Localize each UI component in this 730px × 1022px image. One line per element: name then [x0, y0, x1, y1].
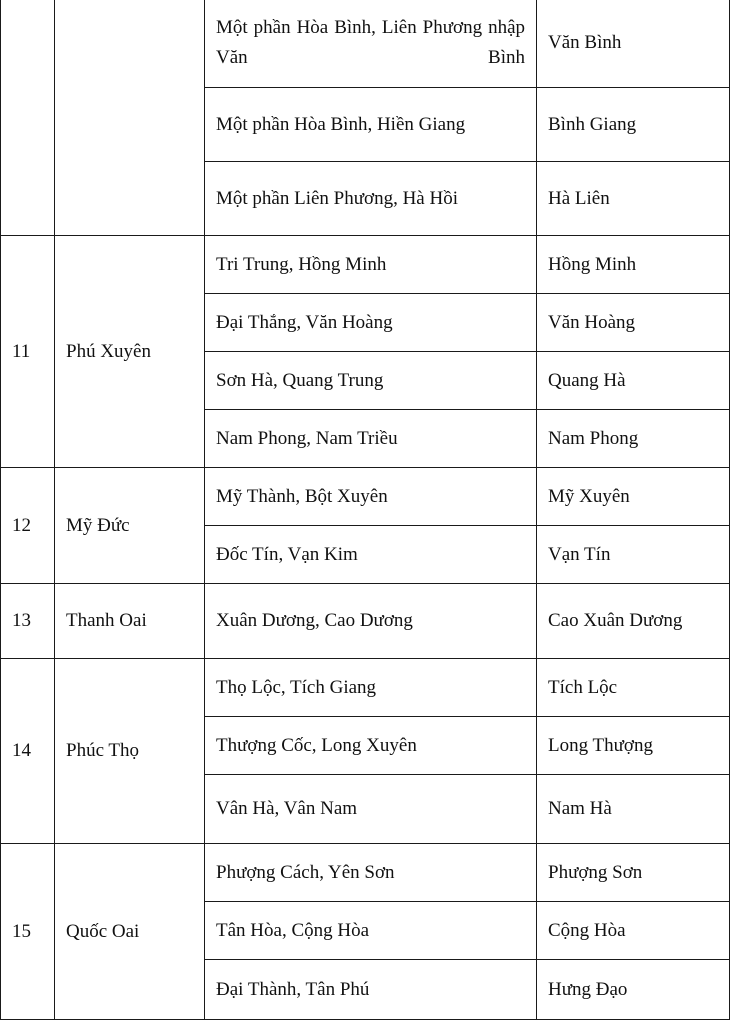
stt-cell: [1, 0, 55, 236]
new-commune-cell: Bình Giang: [537, 88, 730, 162]
new-commune-cell: Cộng Hòa: [537, 902, 730, 960]
merged-communes-cell: Thượng Cốc, Long Xuyên: [205, 717, 537, 775]
district-cell: Thanh Oai: [55, 584, 205, 659]
merged-communes-cell: Thọ Lộc, Tích Giang: [205, 659, 537, 717]
new-commune-cell: Mỹ Xuyên: [537, 468, 730, 526]
merged-communes-cell: Phượng Cách, Yên Sơn: [205, 844, 537, 902]
merged-communes-cell: Vân Hà, Vân Nam: [205, 775, 537, 844]
table-row: [1, 236, 730, 294]
new-commune-cell: Hà Liên: [537, 162, 730, 236]
merged-communes-cell: Xuân Dương, Cao Dương: [205, 584, 537, 659]
merged-communes-cell: Mỹ Thành, Bột Xuyên: [205, 468, 537, 526]
new-commune-cell: Hồng Minh: [537, 236, 730, 294]
district-cell: Quốc Oai: [55, 844, 205, 1020]
district-cell: Mỹ Đức: [55, 468, 205, 584]
stt-cell: 13: [1, 584, 55, 659]
merged-communes-cell: Một phần Liên Phương, Hà Hồi: [205, 162, 537, 236]
district-cell: [55, 0, 205, 236]
district-cell: Phúc Thọ: [55, 659, 205, 844]
merged-communes-cell: Một phần Hòa Bình, Hiền Giang: [205, 88, 537, 162]
new-commune-cell: Cao Xuân Dương: [537, 584, 730, 659]
new-commune-cell: Quang Hà: [537, 352, 730, 410]
table-row: [1, 0, 730, 88]
new-commune-cell: Nam Hà: [537, 775, 730, 844]
table-row: [1, 844, 730, 902]
merged-communes-cell: Tri Trung, Hồng Minh: [205, 236, 537, 294]
new-commune-cell: Long Thượng: [537, 717, 730, 775]
stt-cell: 14: [1, 659, 55, 844]
new-commune-cell: Văn Hoàng: [537, 294, 730, 352]
merged-communes-cell: Sơn Hà, Quang Trung: [205, 352, 537, 410]
table-row: [1, 468, 730, 526]
new-commune-cell: Phượng Sơn: [537, 844, 730, 902]
new-commune-cell: Nam Phong: [537, 410, 730, 468]
merged-communes-cell: Tân Hòa, Cộng Hòa: [205, 902, 537, 960]
merged-communes-cell: Nam Phong, Nam Triều: [205, 410, 537, 468]
merged-communes-cell: Đốc Tín, Vạn Kim: [205, 526, 537, 584]
table-row: [1, 659, 730, 717]
merged-communes-cell: Đại Thành, Tân Phú: [205, 960, 537, 1020]
stt-cell: 11: [1, 236, 55, 468]
new-commune-cell: Tích Lộc: [537, 659, 730, 717]
new-commune-cell: Hưng Đạo: [537, 960, 730, 1020]
new-commune-cell: Vạn Tín: [537, 526, 730, 584]
merged-communes-cell: Một phần Hòa Bình, Liên Phương nhập Văn Bình: [205, 0, 537, 88]
table-row: [1, 584, 730, 659]
stt-cell: 15: [1, 844, 55, 1020]
new-commune-cell: Văn Bình: [537, 0, 730, 88]
district-cell: Phú Xuyên: [55, 236, 205, 468]
stt-cell: 12: [1, 468, 55, 584]
merged-communes-cell: Đại Thắng, Văn Hoàng: [205, 294, 537, 352]
